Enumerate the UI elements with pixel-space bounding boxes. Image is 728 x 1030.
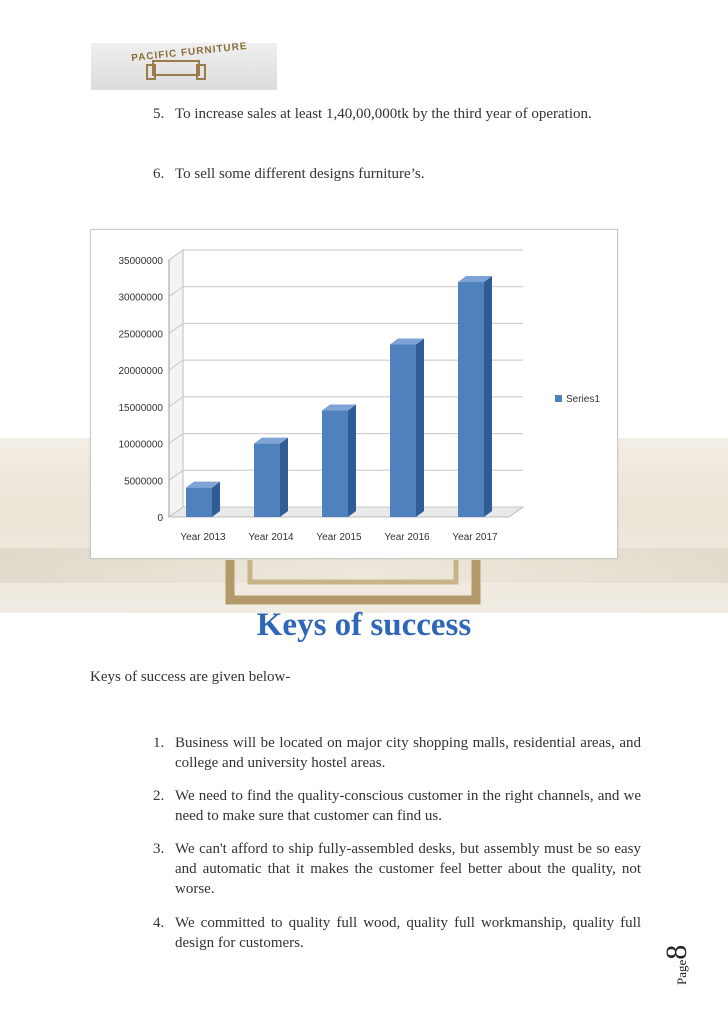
item-number: 3. (153, 841, 165, 857)
bar-side (348, 405, 356, 517)
y-tick-label: 30000000 (118, 292, 163, 304)
chart-canvas (91, 230, 617, 558)
bar-side (484, 276, 492, 517)
item-text: We committed to quality full wood, quality full workmanship, quality full design for customers. (175, 915, 641, 951)
y-tick-label: 0 (157, 513, 163, 524)
company-logo (91, 40, 277, 90)
y-tick-label: 35000000 (118, 256, 163, 267)
item-text: We can't afford to ship fully-assembled desks, but assembly must be so easy and automatic that it makes the customer feel better about the quality, not worse. (175, 841, 641, 897)
sales-chart (90, 229, 618, 559)
bar (254, 444, 280, 517)
item-text: To increase sales at least 1,40,00,000tk by the third year of operation. (175, 106, 592, 122)
x-tick-label: Year 2013 (180, 532, 226, 543)
y-tick-label: 20000000 (118, 366, 163, 378)
side-wall (169, 250, 183, 517)
legend-swatch (555, 395, 562, 402)
bar-side (416, 338, 424, 517)
intro-text: Keys of success are given below- (90, 669, 291, 685)
bar (390, 344, 416, 517)
page-word: Page (674, 959, 689, 985)
bar (322, 411, 348, 517)
y-tick-label: 25000000 (118, 329, 163, 341)
item-text: We need to find the quality-conscious customer in the right channels, and we need to make sure that customer can find us. (175, 788, 641, 824)
item-number: 2. (153, 788, 165, 804)
x-tick-label: Year 2015 (316, 532, 362, 543)
y-tick-label: 10000000 (118, 439, 163, 451)
x-tick-label: Year 2017 (452, 532, 498, 543)
item-number: 1. (153, 735, 165, 751)
section-heading: Keys of success (256, 607, 472, 643)
legend-label: Series1 (566, 394, 600, 405)
y-tick-label: 15000000 (118, 402, 163, 414)
bar (186, 488, 212, 517)
grid-line (169, 250, 523, 260)
bar (458, 282, 484, 517)
bar-side (280, 438, 288, 517)
item-number: 5. (153, 106, 165, 122)
logo-text: PACIFIC FURNITURE (130, 40, 249, 65)
x-tick-label: Year 2014 (248, 532, 294, 543)
y-tick-label: 5000000 (124, 476, 163, 488)
page-number-mark (660, 925, 700, 985)
item-text: To sell some different designs furniture’s. (175, 166, 425, 182)
bar-side (212, 482, 220, 517)
item-number: 6. (153, 166, 165, 182)
page-number: 8 (660, 944, 693, 960)
x-tick-label: Year 2016 (384, 532, 430, 543)
item-text: Business will be located on major city shopping malls, residential areas, and college and university hostel areas. (175, 735, 641, 771)
item-number: 4. (153, 915, 165, 931)
